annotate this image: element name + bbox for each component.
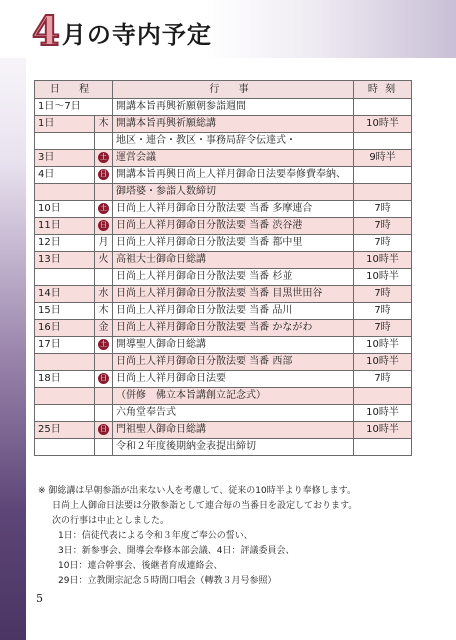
schedule-row: [35, 303, 412, 320]
note-line: ※ 御総講は早朝参詣が出来ない人を考慮して、従来の10時半より奉修します。: [38, 486, 356, 496]
row-day: 16日: [35, 320, 95, 337]
row-time: 7時: [354, 303, 412, 320]
schedule-row: [35, 371, 412, 388]
row-event: 開導聖人御命日総講: [113, 337, 354, 354]
row-weekday: [95, 184, 113, 201]
row-weekday: [95, 150, 113, 167]
page-title: [32, 6, 212, 55]
row-weekday: [95, 286, 113, 303]
weekday-label: 木: [98, 118, 109, 129]
notes-section: [38, 484, 438, 589]
row-time: 10時半: [354, 354, 412, 371]
note-item: 10日：連合幹事会、後継者育成連絡会、: [58, 561, 223, 571]
schedule-body: [35, 99, 412, 456]
row-time: [354, 133, 412, 150]
row-weekday: [95, 303, 113, 320]
row-day: 15日: [35, 303, 95, 320]
row-time: 7時: [354, 235, 412, 252]
row-event: 高祖大士御命日総講: [113, 252, 354, 269]
header-event: 行 事: [113, 81, 354, 99]
weekday-circle-badge: 日: [100, 424, 107, 433]
row-day: 18日: [35, 371, 95, 388]
page-number: 5: [36, 592, 43, 605]
weekday-label: 木: [98, 305, 109, 316]
row-weekday: [95, 235, 113, 252]
row-weekday: [95, 371, 113, 388]
schedule-row: [35, 286, 412, 303]
row-time: [354, 99, 412, 116]
row-day: 10日: [35, 201, 95, 218]
row-time: [354, 388, 412, 405]
row-day: 12日: [35, 235, 95, 252]
schedule-row: [35, 422, 412, 439]
row-time: [354, 184, 412, 201]
row-time: [354, 439, 412, 456]
row-weekday: [95, 405, 113, 422]
row-time: 7時: [354, 286, 412, 303]
weekday-circle-badge: 日: [100, 169, 107, 178]
row-day: [35, 439, 95, 456]
row-weekday: [95, 388, 113, 405]
row-day: 11日: [35, 218, 95, 235]
schedule-header-row: [35, 81, 412, 99]
row-day: [35, 184, 95, 201]
row-day: 14日: [35, 286, 95, 303]
row-time: [354, 167, 412, 184]
schedule-row: [35, 320, 412, 337]
row-weekday: [95, 269, 113, 286]
schedule-row: [35, 252, 412, 269]
row-time: 7時: [354, 320, 412, 337]
schedule-row: [35, 405, 412, 422]
row-day: 17日: [35, 337, 95, 354]
row-time: 10時半: [354, 337, 412, 354]
row-day: [35, 269, 95, 286]
schedule-row: [35, 133, 412, 150]
row-event: 日尚上人祥月御命日分散法要 当番 多摩連合: [113, 201, 354, 218]
schedule-row: [35, 184, 412, 201]
row-weekday: [95, 201, 113, 218]
row-event: 日尚上人祥月御命日分散法要 当番 渋谷港: [113, 218, 354, 235]
row-time: 9時半: [354, 150, 412, 167]
row-time: 7時: [354, 201, 412, 218]
schedule-row: [35, 150, 412, 167]
row-event: 六角堂奉告式: [113, 405, 354, 422]
row-day: 1日～7日: [35, 99, 113, 116]
weekday-circle-badge: 日: [100, 220, 107, 229]
row-time: 10時半: [354, 252, 412, 269]
row-weekday: [95, 320, 113, 337]
row-event: 運営会議: [113, 150, 354, 167]
row-time: 7時: [354, 218, 412, 235]
row-day: 3日: [35, 150, 95, 167]
weekday-label: 月: [98, 237, 109, 248]
schedule-row: [35, 116, 412, 133]
schedule-row: [35, 269, 412, 286]
schedule-row: [35, 99, 412, 116]
row-weekday: [95, 133, 113, 150]
row-event: 日尚上人祥月御命日分散法要 当番 杉並: [113, 269, 354, 286]
note-item: 29日：立教開宗記念５時間口唱会（轉教３月号参照）: [58, 576, 277, 586]
row-day: 13日: [35, 252, 95, 269]
row-time: 10時半: [354, 405, 412, 422]
row-event: 令和２年度後期納金表提出締切: [113, 439, 354, 456]
row-time: 10時半: [354, 269, 412, 286]
row-event: 地区・連合・教区・事務局辞令伝達式・: [113, 133, 354, 150]
row-weekday: [95, 439, 113, 456]
row-time: 10時半: [354, 116, 412, 133]
header-time: 時 刻: [354, 81, 412, 99]
row-weekday: [95, 337, 113, 354]
title-month-number: 4: [32, 8, 60, 55]
row-event: 日尚上人祥月御命日分散法要 当番 目黒世田谷: [113, 286, 354, 303]
row-event: 日尚上人祥月御命日分散法要 当番 品川: [113, 303, 354, 320]
row-day: 25日: [35, 422, 95, 439]
weekday-circle-badge: 日: [100, 373, 107, 382]
row-day: 1日: [35, 116, 95, 133]
row-event: （併修 佛立本旨講創立記念式）: [113, 388, 354, 405]
schedule-row: [35, 439, 412, 456]
schedule-row: [35, 167, 412, 184]
weekday-label: 金: [98, 322, 109, 333]
row-day: 4日: [35, 167, 95, 184]
row-event: 日尚上人祥月御命日分散法要 当番 かながわ: [113, 320, 354, 337]
row-event: 開講本旨再興日尚上人祥月御命日法要奉修費奉納、: [113, 167, 354, 184]
header-date: 日 程: [35, 81, 113, 99]
row-event: 開講本旨再興祈願朝参詣週間: [113, 99, 354, 116]
row-day: [35, 133, 95, 150]
row-event: 日尚上人祥月御命日分散法要 当番 西部: [113, 354, 354, 371]
weekday-label: 火: [98, 254, 109, 265]
row-day: [35, 405, 95, 422]
note-line: 次の行事は中止としました。: [52, 516, 170, 526]
row-weekday: [95, 167, 113, 184]
row-weekday: [95, 354, 113, 371]
row-event: 日尚上人祥月御命日法要: [113, 371, 354, 388]
schedule-row: [35, 218, 412, 235]
title-text: 月の寺内予定: [61, 20, 212, 49]
schedule-row: [35, 354, 412, 371]
schedule-row: [35, 235, 412, 252]
row-event: 門祖聖人御命日総講: [113, 422, 354, 439]
row-weekday: [95, 252, 113, 269]
schedule-row: [35, 337, 412, 354]
row-event: 日尚上人祥月御命日分散法要 当番 都中里: [113, 235, 354, 252]
weekday-label: 水: [98, 288, 109, 299]
row-day: [35, 388, 95, 405]
note-item: 3日：新参事会、開導会奉修本部会議、4日：評議委員会、: [58, 546, 295, 556]
row-time: 7時: [354, 371, 412, 388]
left-gradient-band: [0, 0, 26, 640]
row-event: 開講本旨再興祈願総講: [113, 116, 354, 133]
note-line: 日尚上人御命日法要は分散参詣として連合毎の当番日を設定しております。: [52, 501, 358, 511]
weekday-circle-badge: 土: [100, 203, 107, 212]
row-time: 10時半: [354, 422, 412, 439]
row-event: 御塔婆・参詣人数締切: [113, 184, 354, 201]
row-day: [35, 354, 95, 371]
row-weekday: [95, 218, 113, 235]
weekday-circle-badge: 土: [100, 152, 107, 161]
row-weekday: [95, 422, 113, 439]
schedule-row: [35, 201, 412, 218]
row-weekday: [95, 116, 113, 133]
schedule-table: [34, 80, 412, 456]
weekday-circle-badge: 土: [100, 339, 107, 348]
note-item: 1日：信徒代表による令和３年度ご奉公の誓い、: [58, 531, 253, 541]
schedule-row: [35, 388, 412, 405]
